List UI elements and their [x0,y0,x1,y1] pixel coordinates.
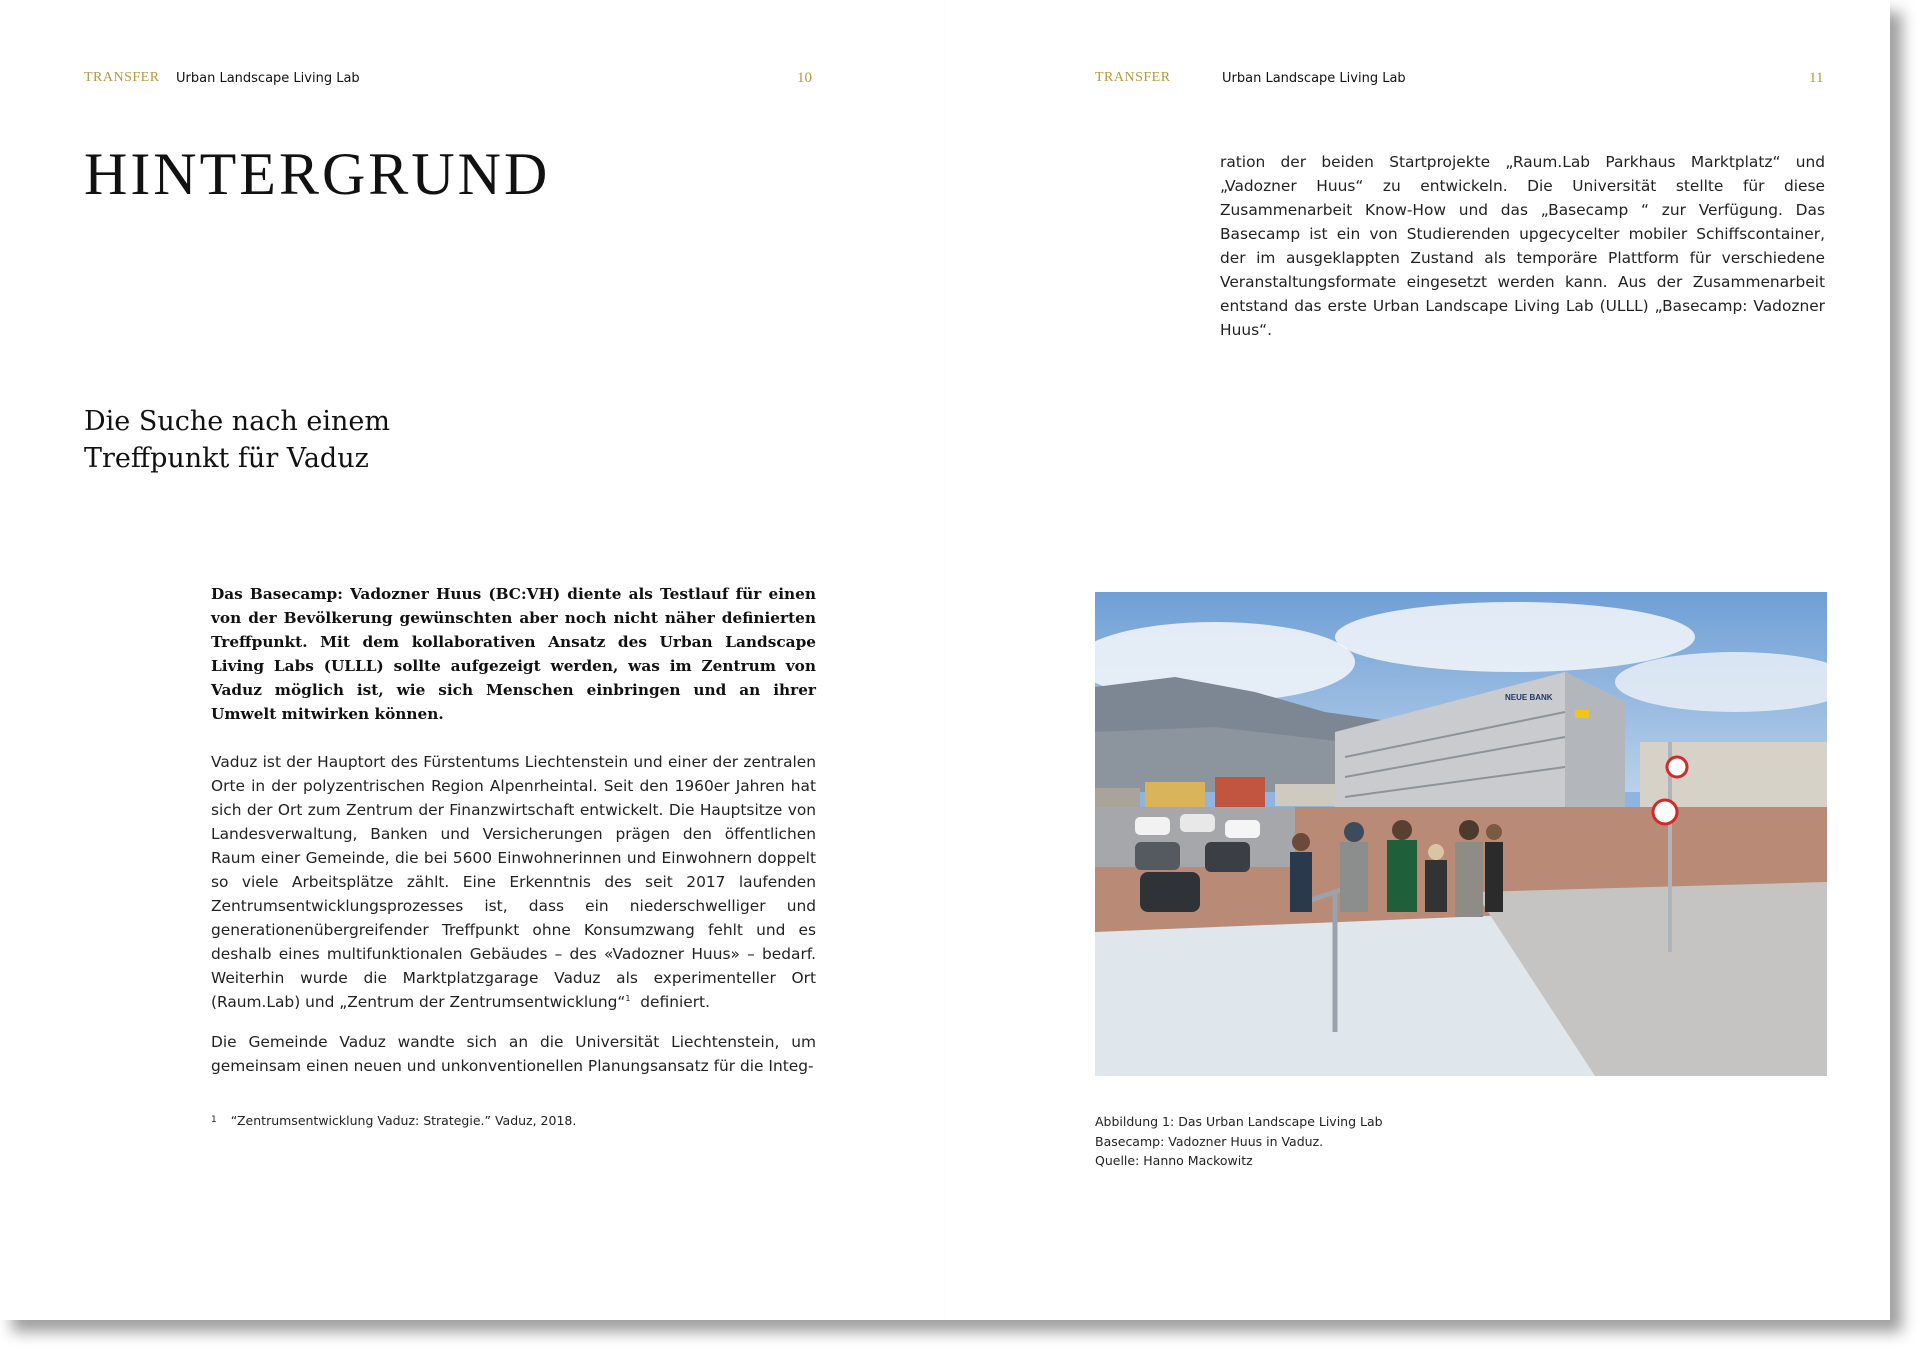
footnote [211,1113,811,1128]
car [1180,814,1215,832]
footnote-text: “Zentrumsentwicklung Vaduz: Strategie.” Vaduz, 2018. [230,1113,577,1128]
distant-building [1095,788,1140,808]
subtitle-line-1: Die Suche nach einem [84,406,390,437]
bank-sign: NEUE BANK [1505,693,1553,702]
caption-line-3: Quelle: Hanno Mackowitz [1095,1153,1253,1168]
caption-line-2: Basecamp: Vadozner Huus in Vaduz. [1095,1133,1324,1149]
lead-paragraph: Das Basecamp: Vadozner Huus (BC:VH) diente als Testlauf für einen von der Bevölkerung gewünschten aber noch nicht näher definierten Treffpunkt. Mit dem kollaborativen Ansatz des Urban Landscape Living Labs (ULLL) sollte aufgezeigt werden, was im Zentrum von Vaduz möglich ist, wie sich Menschen einbringen und an ihrer Umwelt mitwirken können. [211,585,816,723]
body-paragraph-1-end: definiert. [640,993,710,1011]
body-paragraph-2: Die Gemeinde Vaduz wandte sich an die Universität Liechtenstein, um gemeinsam einen neuen und unkonventionellen Planungsansatz für die Integ- [211,1033,816,1075]
page-gutter [945,0,946,1320]
body-paragraph-1 [211,750,816,1014]
car [1135,842,1180,870]
photo-illustration [1095,592,1827,1076]
distant-building [1275,784,1345,806]
caption-line-1: Abbildung 1: Das Urban Landscape Living Lab [1095,1114,1383,1129]
right-header-section: TRANSFER [1095,70,1171,85]
car [1205,842,1250,872]
left-header-section: TRANSFER [84,70,160,85]
continued-paragraph: ration der beiden Startprojekte „Raum.Lab Parkhaus Marktplatz“ und „Vadozner Huus“ zu entwickeln. Die Universität stellte für diese Zusammenarbeit Know-How und das „Basecamp “ zur Verfügung. Das Basecamp ist ein von Studierenden upgecycelter mobiler Schiffscontainer, der im ausgeklappten Zustand als temporäre Plattform für verschiedene Veranstaltungsformate eingesetzt werden kann. Aus der Zusammenarbeit entstand das erste Urban Landscape Living Lab (ULLL) „Basecamp: Vadozner Huus“. [1220,153,1825,339]
right-page-number: 11 [1809,70,1824,86]
footnote-number: 1 [211,1115,217,1125]
traffic-sign [1667,757,1687,777]
body-paragraph-1-text: Vaduz ist der Hauptort des Fürstentums Liechtenstein und einer der zentralen Orte in der polyzentrischen Region Alpenrheintal. Seit den 1960er Jahren hat sich der Ort zum Zentrum der Finanzwirtschaft entwickelt. Die Hauptsitze von Landesverwaltung, Banken und Versicherungen prägen den öffentlichen Raum einer Gemeinde, die bei 5600 Einwohnerinnen und Einwohnern doppelt so viele Arbeitsplätze zählt. Eine Erkenntnis des seit 2017 laufenden Zentrumsentwicklungsprozesses ist, dass ein niederschwelliger und generationenübergreifender Treffpunkt ohne Konsumzwang fehlt und es deshalb eines multifunktionalen Gebäudes – des «Vadozner Huus» – bedarf. Weiterhin wurde die Marktplatzgarage Vaduz als experimenteller Ort (Raum.Lab) und „Zentrum der Zentrumsentwicklung“ [211,753,816,1011]
cloud [1335,602,1695,672]
left-page-number: 10 [797,70,812,86]
car [1135,817,1170,835]
photo-caption [1095,1112,1495,1171]
section-subtitle [84,403,504,477]
distant-building [1145,782,1205,807]
distant-building [1215,777,1265,807]
page-title: HINTERGRUND [84,141,551,207]
right-header-title: Urban Landscape Living Lab [1222,71,1406,86]
subtitle-line-2: Treffpunkt für Vaduz [84,443,369,474]
car [1225,820,1260,838]
car [1140,872,1200,912]
left-header-title: Urban Landscape Living Lab [176,71,360,86]
footnote-reference: 1 [625,993,631,1003]
no-parking-sign [1653,800,1677,824]
photo-basecamp [1095,592,1827,1076]
bank-logo [1575,710,1589,718]
